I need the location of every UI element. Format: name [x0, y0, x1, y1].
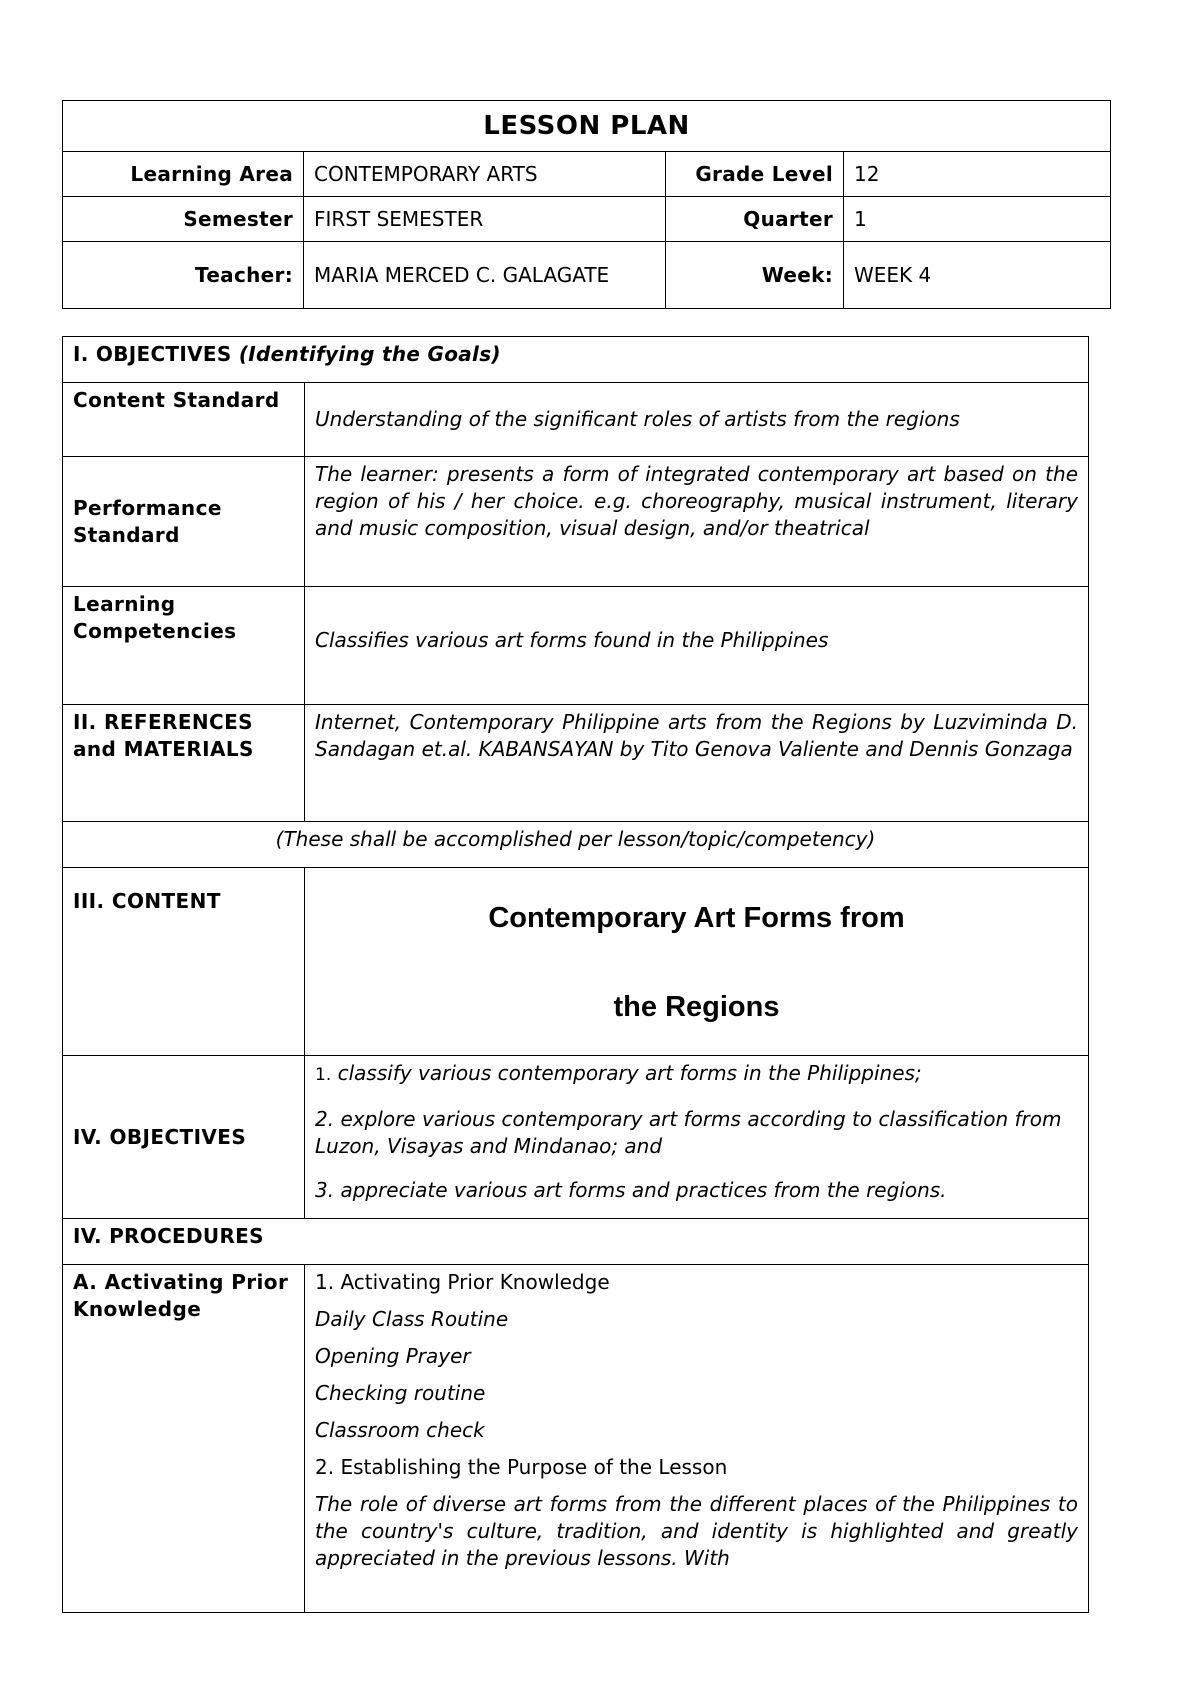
procedures-heading: IV. PROCEDURES [63, 1219, 1089, 1265]
objective-item-3: 3. appreciate various art forms and practices from the regions. [315, 1178, 947, 1202]
content-title-line1: Contemporary Art Forms from [488, 902, 905, 934]
performance-standard-text: The learner: presents a form of integrated contemporary art based on the region of his / her choice. e.g. choreography, musical instrument, literary and music composition, visual design, and/or theatrical [305, 457, 1089, 587]
learning-competencies-label: Learning Competencies [63, 587, 305, 705]
learning-area-label: Learning Area [63, 152, 304, 197]
objectives-heading-italic: (Identifying the Goals) [238, 342, 501, 366]
purpose-text: The role of diverse art forms from the different places of the Philippines to the country's culture, tradition, and identity is highlighted and greatly appreciated in the previous lessons. With [315, 1492, 1078, 1570]
quarter-label: Quarter [666, 197, 844, 242]
lesson-plan-header-table [62, 100, 1111, 309]
opening-prayer: Opening Prayer [315, 1344, 471, 1368]
learning-area-value: CONTEMPORARY ARTS [304, 152, 666, 197]
objectives-section-heading [63, 337, 1089, 383]
objective-item-1-text: classify various contemporary art forms in the Philippines; [331, 1061, 922, 1085]
content-title-line2: the Regions [613, 991, 780, 1023]
references-label: II. REFERENCES and MATERIALS [63, 705, 305, 822]
teacher-label: Teacher: [63, 242, 304, 309]
content-standard-text: Understanding of the significant roles of artists from the regions [305, 383, 1089, 457]
activating-prior-knowledge-label: A. Activating Prior Knowledge [63, 1265, 305, 1613]
objectives-list-cell [305, 1056, 1089, 1219]
week-value: WEEK 4 [844, 242, 1111, 309]
objective-item-1 [315, 1060, 1078, 1089]
classroom-check: Classroom check [315, 1418, 485, 1442]
semester-value: FIRST SEMESTER [304, 197, 666, 242]
objectives-heading-text: I. OBJECTIVES [73, 342, 239, 366]
week-label: Week: [666, 242, 844, 309]
references-text: Internet, Contemporary Philippine arts from the Regions by Luzviminda D. Sandagan et.al. KABANSAYAN by Tito Genova Valiente and Dennis Gonzaga [305, 705, 1089, 822]
content-title-cell [305, 868, 1089, 1056]
teacher-value: MARIA MERCED C. GALAGATE [304, 242, 666, 309]
objective-item-2: 2. explore various contemporary art forms according to classification from Luzon, Visayas and Mindanao; and [315, 1107, 1062, 1158]
daily-class-routine: Daily Class Routine [315, 1307, 509, 1331]
content-label: III. CONTENT [63, 868, 305, 1056]
learning-competencies-cell [305, 587, 1089, 705]
objective-item-1-number: 1. [315, 1065, 332, 1085]
performance-standard-label: Performance Standard [63, 457, 305, 587]
checking-routine: Checking routine [315, 1381, 486, 1405]
content-standard-label: Content Standard [63, 383, 305, 457]
objectives-list-label: IV. OBJECTIVES [63, 1056, 305, 1219]
procedures-cell [305, 1265, 1089, 1613]
quarter-value: 1 [844, 197, 1111, 242]
procedure-step-1: 1. Activating Prior Knowledge [315, 1270, 610, 1294]
accomplishment-note: (These shall be accomplished per lesson/topic/competency) [63, 822, 1089, 868]
lesson-plan-title: LESSON PLAN [63, 101, 1111, 152]
grade-level-value: 12 [844, 152, 1111, 197]
semester-label: Semester [63, 197, 304, 242]
learning-competencies-text: Classifies various art forms found in the Philippines [315, 628, 829, 652]
procedure-step-2: 2. Establishing the Purpose of the Lesson [315, 1455, 728, 1479]
lesson-plan-body-table [62, 336, 1089, 1613]
grade-level-label: Grade Level [666, 152, 844, 197]
